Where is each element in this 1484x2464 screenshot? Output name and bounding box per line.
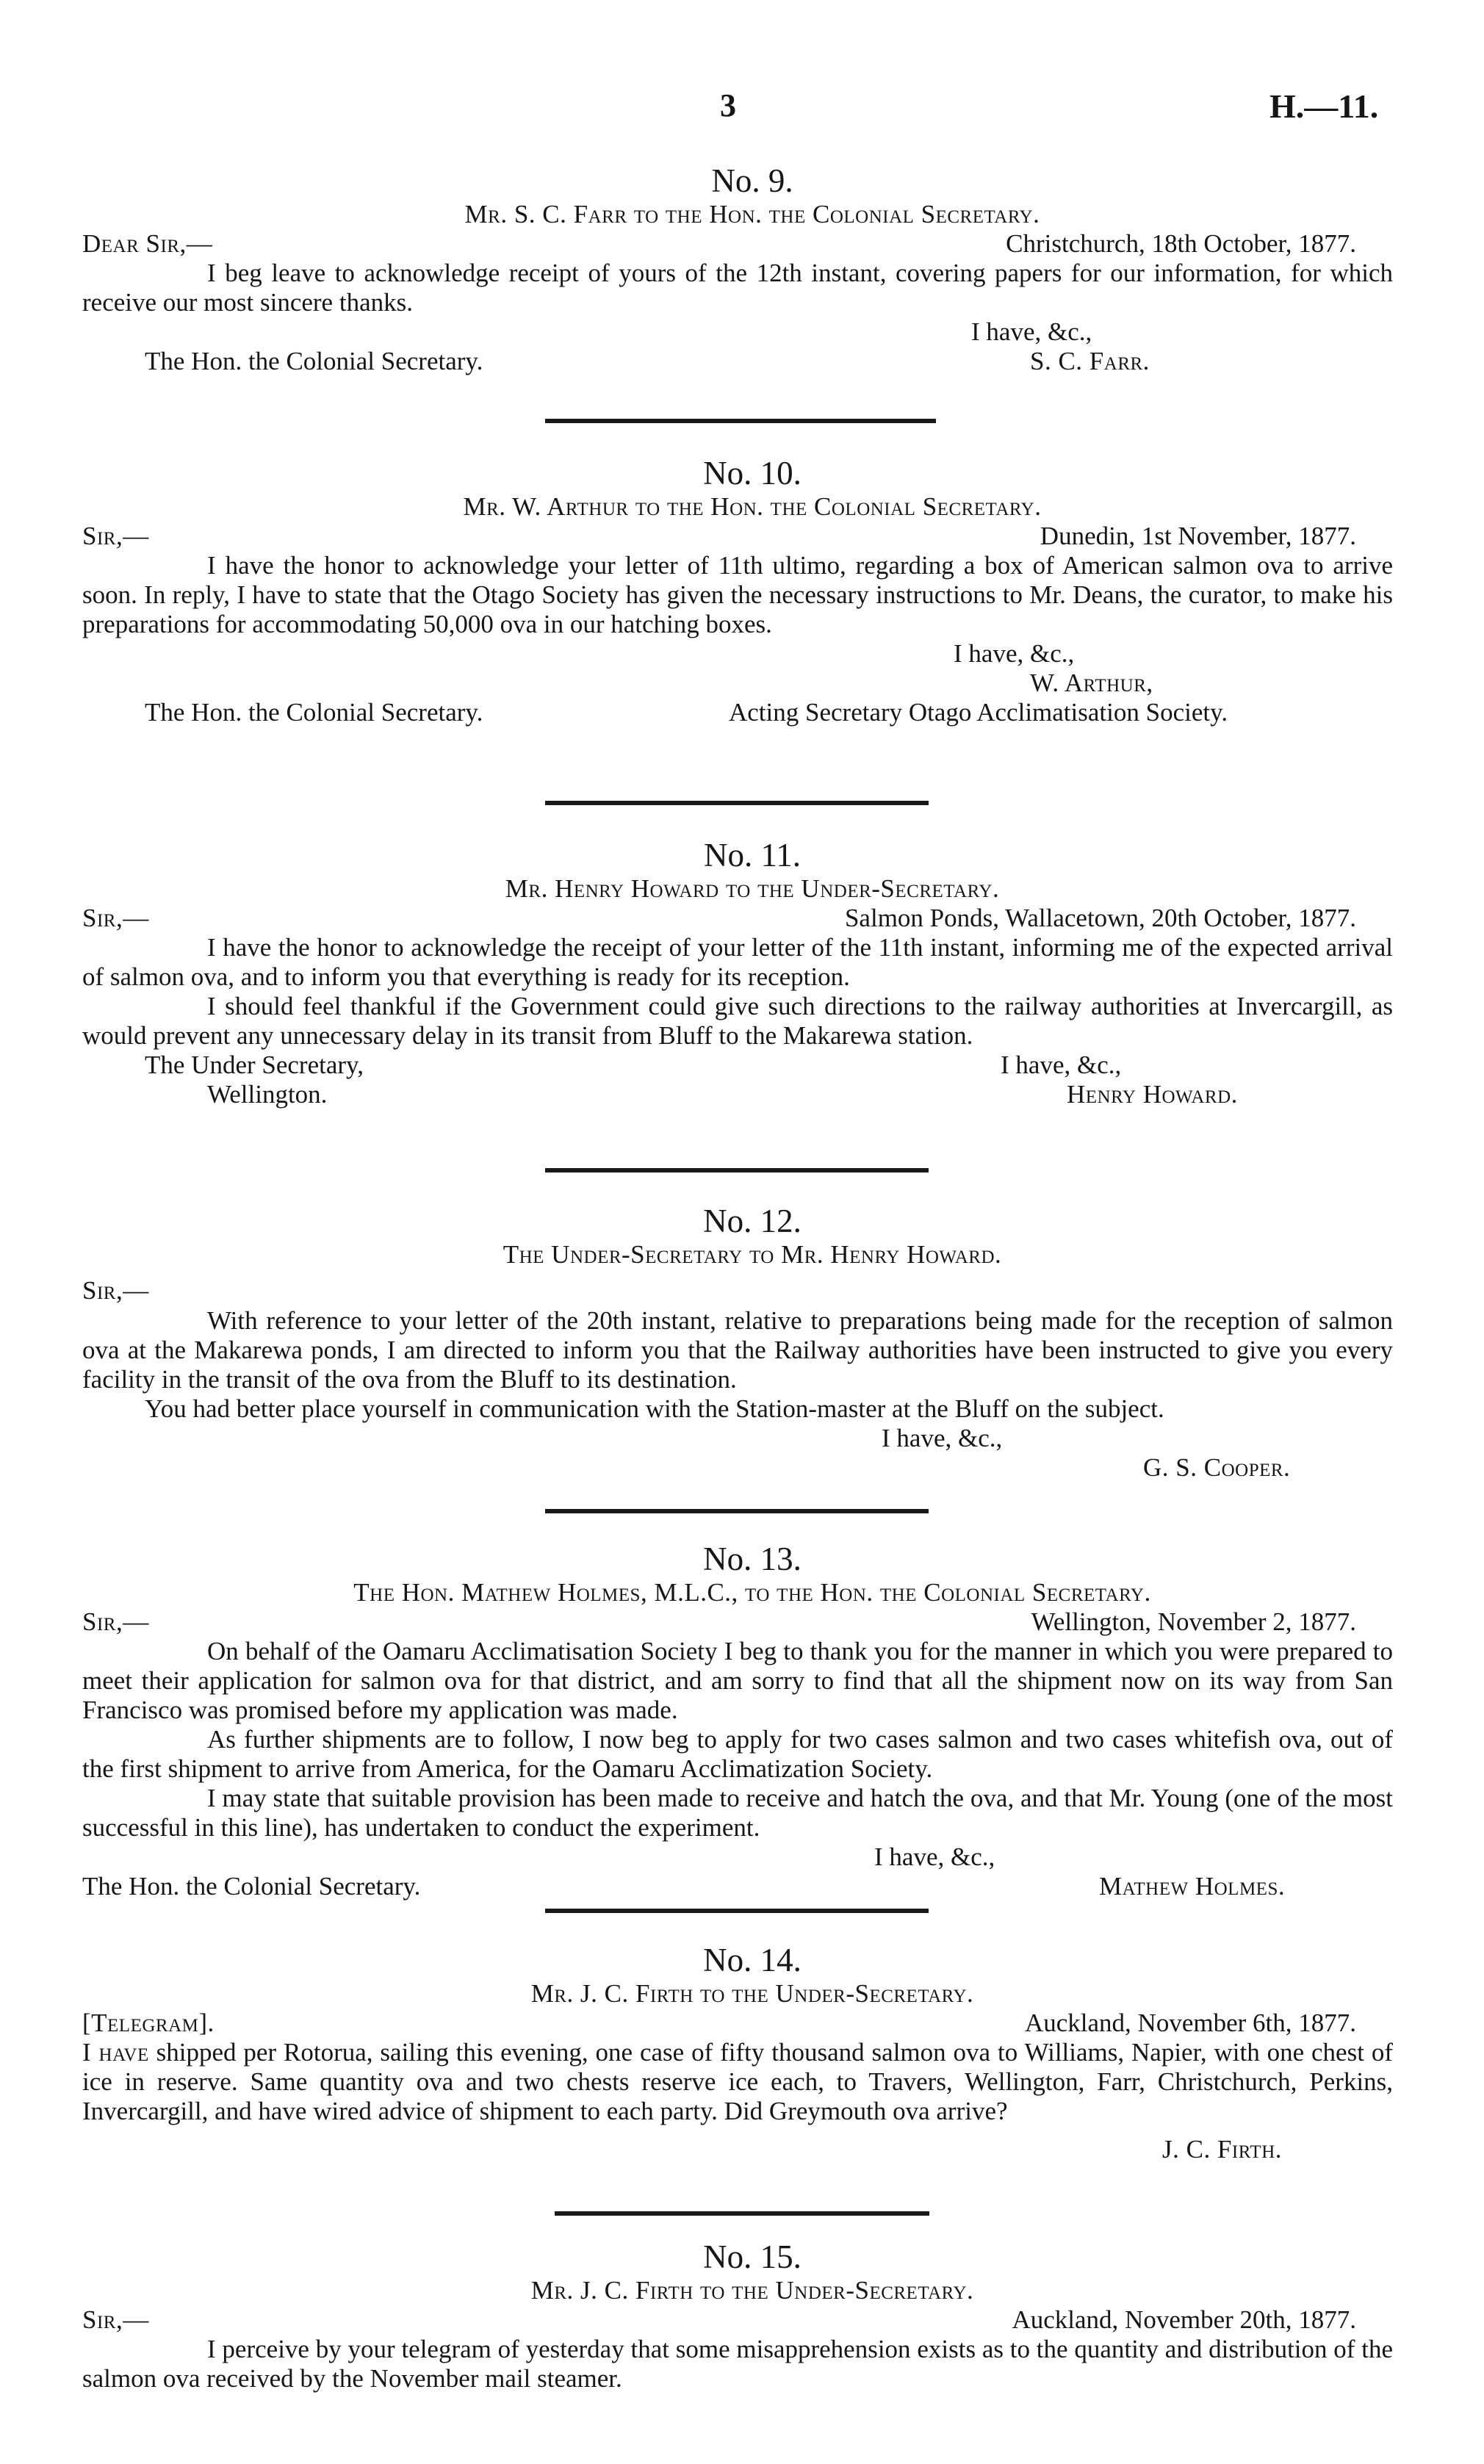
letter-title: Mr. Henry Howard to the Under-Secretary. [505,874,1000,903]
letter-number: No. 14. [703,1942,802,1978]
letter-address-date: Auckland, November 6th, 1877. [1024,2009,1356,2037]
letter-paragraph: With reference to your letter of the 20th instant, relative to preparations being made for the reception of salmon ova at the Makarewa ponds, I am directed to inform you that the Railway authorities have been instructed to give you every facility in the transit of the ova from the Bluff to its destination. [82,1306,1393,1394]
closing-phrase: I have, &c., [954,639,1075,668]
signature: S. C. Farr. [1030,347,1150,375]
addressee: The Hon. the Colonial Secretary. [145,347,483,375]
letter-paragraph: On behalf of the Oamaru Acclimatisation Society I beg to thank you for the manner in which you were prepared to meet their application for salmon ova for that district, and am sorry to find that all the shipment now on its way from San Francisco was promised before my application was made. [82,1637,1393,1724]
letter-paragraph: I may state that suitable provision has been made to receive and hatch the ova, and that Mr. Young (one of the most successful in this line), has undertaken to conduct the experiment. [82,1784,1393,1842]
letter-number: No. 11. [703,837,802,873]
letter-no-9 [82,162,1393,376]
closing-phrase: I have, &c., [971,317,1092,346]
letter-title: Mr. S. C. Farr to the Hon. the Colonial Secretary. [464,200,1040,228]
section-divider [555,2211,929,2216]
lead-word: I have [82,2038,149,2067]
letter-address-date: Salmon Ponds, Wallacetown, 20th October, 1877. [844,904,1356,932]
signature: Henry Howard. [1067,1080,1238,1109]
letter-paragraph: I perceive by your telegram of yesterday that some misapprehension exists as to the quantity and distribution of the salmon ova received by the November mail steamer. [82,2335,1393,2393]
letter-number: No. 15. [703,2238,802,2275]
letter-title: Mr. W. Arthur to the Hon. the Colonial Secretary. [463,492,1042,521]
letter-number: No. 10. [703,455,802,491]
letter-title: The Under-Secretary to Mr. Henry Howard. [503,1240,1002,1269]
letter-no-12 [82,1202,1393,1483]
closing-phrase: I have, &c., [874,1842,995,1871]
salutation: Dear Sir,— [82,229,213,258]
letter-paragraph: I beg leave to acknowledge receipt of yours of the 12th instant, covering papers for our information, for which receive our most sincere thanks. [82,259,1393,317]
salutation: [Telegram]. [82,2009,215,2037]
letter-number: No. 9. [711,162,793,199]
addressee: The Hon. the Colonial Secretary. [145,698,483,727]
salutation: Sir,— [82,522,149,550]
salutation: Sir,— [82,904,149,932]
signature: W. Arthur, [1030,669,1153,697]
addressee-line-1: The Under Secretary, [145,1051,364,1079]
letter-paragraph [82,2038,1393,2126]
letter-paragraph: You had better place yourself in communication with the Station-master at the Bluff on the subject. [145,1394,1164,1423]
letter-paragraph: I should feel thankful if the Government could give such directions to the railway authorities at Invercargill, as would prevent any unnecessary delay in its transit from Bluff to the Makarewa station. [82,992,1393,1050]
page-number: 3 [720,87,736,123]
letter-title: The Hon. Mathew Holmes, M.L.C., to the Hon. the Colonial Secretary. [353,1578,1151,1607]
salutation: Sir,— [82,2305,149,2334]
salutation: Sir,— [82,1276,149,1305]
letter-address-date: Auckland, November 20th, 1877. [1012,2305,1356,2334]
signature-title: Acting Secretary Otago Acclimatisation Society. [729,698,1228,727]
salutation: Sir,— [82,1607,149,1636]
letter-address-date: Dunedin, 1st November, 1877. [1040,522,1356,550]
section-divider [545,801,929,805]
paragraph-text: shipped per Rotorua, sailing this evening, one case of fifty thousand salmon ova to Williams, Napier, with one chest of ice in reserve. Same quantity ova and two chests reserve ice each, to Travers, Wellington, Farr, Christchurch, Perkins, Invercargill, and have wired advice of shipment to each party. Did Greymouth ova arrive? [82,2038,1393,2125]
letter-title: Mr. J. C. Firth to the Under-Secretary. [530,2276,974,2305]
addressee: The Hon. the Colonial Secretary. [82,1872,421,1901]
letter-no-11 [82,836,1393,1109]
addressee-line-2: Wellington. [207,1080,328,1109]
letter-number: No. 13. [703,1541,802,1577]
letter-paragraph: As further shipments are to follow, I now beg to apply for two cases salmon and two cases whitefish ova, out of the first shipment to arrive from America, for the Oamaru Acclimatization Society. [82,1725,1393,1783]
signature: J. C. Firth. [1162,2135,1283,2164]
letter-paragraph: I have the honor to acknowledge the receipt of your letter of the 11th instant, informing me of the expected arrival of salmon ova, and to inform you that everything is ready for its reception. [82,933,1393,991]
document-reference: H.—11. [1269,87,1379,125]
closing-phrase: I have, &c., [1001,1051,1122,1079]
letter-no-14 [82,1941,1393,2170]
letter-address-date: Wellington, November 2, 1877. [1031,1607,1356,1636]
letter-no-10 [82,454,1393,727]
letter-paragraph: I have the honor to acknowledge your letter of 11th ultimo, regarding a box of American salmon ova to arrive soon. In reply, I have to state that the Otago Society has given the necessary instructions to Mr. Deans, the curator, to make his preparations for accommodating 50,000 ova in our hatching boxes. [82,551,1393,638]
section-divider [545,1168,929,1172]
section-divider [545,419,936,423]
letter-title: Mr. J. C. Firth to the Under-Secretary. [530,1979,974,2008]
closing-phrase: I have, &c., [882,1424,1003,1452]
letter-address-date: Christchurch, 18th October, 1877. [1006,229,1356,258]
signature: G. S. Cooper. [1143,1453,1291,1482]
section-divider [545,1509,929,1513]
letter-no-15 [82,2238,1393,2393]
letter-no-13 [82,1540,1393,1901]
section-divider [545,1909,929,1913]
letter-number: No. 12. [703,1203,802,1239]
signature: Mathew Holmes. [1099,1872,1286,1901]
